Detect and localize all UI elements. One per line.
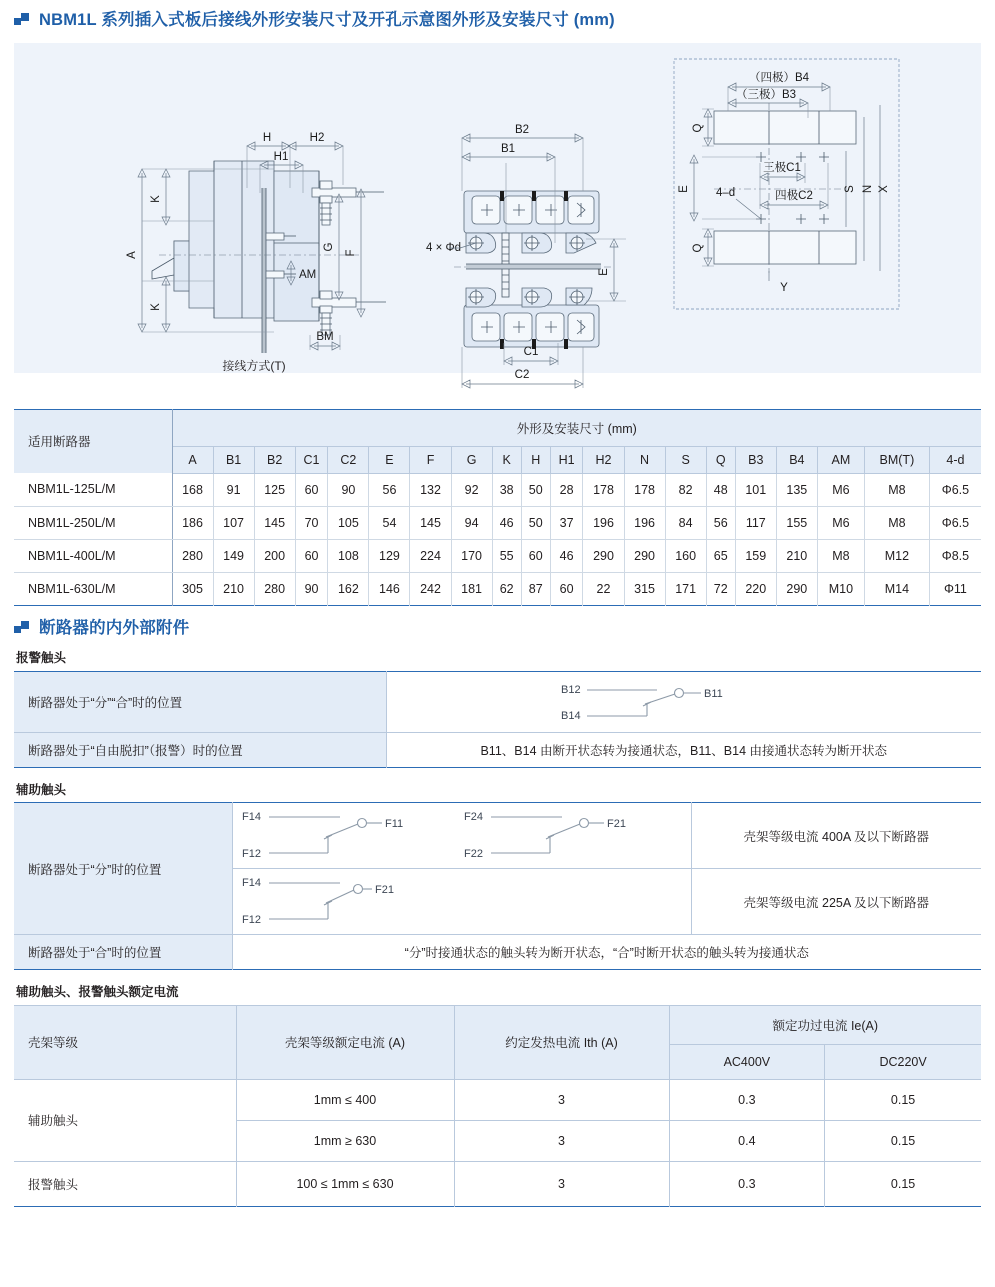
dimension-table-group-header-row (14, 409, 981, 446)
aux-closed-value: “分”时接通状态的触头转为断开状态，“合”时断开状态的触头转为接通状态 (232, 935, 981, 970)
table-row (14, 572, 981, 605)
cell-s: 160 (665, 539, 706, 572)
cell-h1: 46 (550, 539, 583, 572)
cell-b1: 210 (213, 572, 254, 605)
cell-frame-rated-current: 1mm ≤ 400 (236, 1079, 454, 1120)
alarm-contact-table-wrapper (14, 671, 981, 768)
table-row (14, 732, 981, 767)
header-col-s: S (665, 446, 706, 473)
dim-label-F: F (345, 248, 357, 257)
cell-b3: 159 (735, 539, 776, 572)
cell-b2: 145 (254, 506, 295, 539)
table-row (14, 1161, 981, 1206)
cell-h1: 37 (550, 506, 583, 539)
header-col-e: E (369, 446, 410, 473)
square-bullet-icon-2 (14, 621, 30, 635)
cell-e: 54 (369, 506, 410, 539)
aux-open-label: 断路器处于“分”时的位置 (14, 803, 232, 935)
alarm-row2-label: 断路器处于“自由脱扣”（报警）时的位置 (14, 732, 386, 767)
cell-4-d: Φ8.5 (929, 539, 981, 572)
table-row (14, 1079, 981, 1120)
dim-label-Q-top: Q (692, 123, 704, 132)
aux-row2-note: 壳架等级电流 225A 及以下断路器 (691, 869, 981, 935)
cell-a: 305 (172, 572, 213, 605)
technical-drawing-panel (14, 43, 981, 381)
header-col-b2: B2 (254, 446, 295, 473)
cell-b1: 149 (213, 539, 254, 572)
cell-am: M6 (817, 506, 864, 539)
dim-label-Y: Y (780, 281, 788, 294)
cell-b2: 200 (254, 539, 295, 572)
contact-node (674, 688, 683, 697)
cell-n: 290 (624, 539, 665, 572)
terminal-label-b11: B11 (703, 687, 723, 700)
cell-g: 170 (451, 539, 492, 572)
cell-dc220v: 0.15 (825, 1161, 981, 1206)
cell-b2: 280 (254, 572, 295, 605)
cell-h2: 290 (583, 539, 624, 572)
auxiliary-contact-table-wrapper (14, 802, 981, 970)
cell-c2: 90 (328, 473, 369, 506)
table-row (14, 803, 981, 869)
terminal-label-f24-b: F24 (463, 811, 483, 823)
table-row (14, 935, 981, 970)
cell-bmt: M12 (864, 539, 929, 572)
cell-dc220v: 0.15 (825, 1120, 981, 1161)
dim-label-4pole-C2: 四极C2 (775, 189, 813, 202)
header-col-g: G (451, 446, 492, 473)
cell-h2: 178 (583, 473, 624, 506)
dim-label-K-top: K (150, 194, 162, 203)
cell-thermal-current: 3 (454, 1079, 669, 1120)
alarm-row1-diagram (386, 671, 981, 732)
dim-label-X: X (878, 184, 890, 193)
terminal-label-f11-a: F11 (384, 818, 403, 830)
table-row (14, 539, 981, 572)
dim-label-H1: H1 (273, 150, 289, 163)
cell-a: 280 (172, 539, 213, 572)
dimension-table (14, 409, 981, 606)
terminal-label-f14-a: F14 (241, 811, 261, 823)
cell-h: 87 (521, 572, 550, 605)
lower-terminal-stud (312, 291, 386, 335)
cell-k: 55 (492, 539, 521, 572)
dimension-table-body (14, 473, 981, 605)
cell-am: M8 (817, 539, 864, 572)
cell-am: M6 (817, 473, 864, 506)
header-thermal-current: 约定发热电流 Ith (A) (454, 1005, 669, 1079)
header-col-h: H (521, 446, 550, 473)
cell-s: 84 (665, 506, 706, 539)
header-col-b1: B1 (213, 446, 254, 473)
contact-node-b (579, 819, 588, 828)
terminal-label-f21-c: F21 (374, 884, 394, 896)
cell-g: 181 (451, 572, 492, 605)
drawing-caption-wiring-type: 接线方式(T) (222, 358, 286, 373)
cell-device: NBM1L-125L/M (14, 473, 172, 506)
header-col-k: K (492, 446, 521, 473)
header-col-n: N (624, 446, 665, 473)
header-col-am: AM (817, 446, 864, 473)
section-title-2: 断路器的内外部附件 (39, 618, 190, 637)
cell-h1: 60 (550, 572, 583, 605)
auxiliary-contact-table (14, 802, 981, 970)
aux-closed-label: 断路器处于“合”时的位置 (14, 935, 232, 970)
cell-4-d: Φ6.5 (929, 506, 981, 539)
header-frame-rated-current: 壳架等级额定电流 (A) (236, 1005, 454, 1079)
cell-b3: 220 (735, 572, 776, 605)
cell-h1: 28 (550, 473, 583, 506)
cell-c1: 60 (295, 473, 328, 506)
header-col-h1: H1 (550, 446, 583, 473)
cell-f: 242 (410, 572, 451, 605)
header-device: 适用断路器 (14, 409, 172, 473)
cell-c2: 108 (328, 539, 369, 572)
cell-h2: 196 (583, 506, 624, 539)
cell-n: 315 (624, 572, 665, 605)
dim-label-N: N (862, 184, 874, 193)
cell-f: 224 (410, 539, 451, 572)
header-col-a: A (172, 446, 213, 473)
square-bullet-icon (14, 13, 30, 27)
dim-label-C2: C2 (514, 368, 530, 381)
alarm-row1-label: 断路器处于“分”“合”时的位置 (14, 671, 386, 732)
cell-g: 92 (451, 473, 492, 506)
header-frame-class: 壳架等级 (14, 1005, 236, 1079)
dim-label-A: A (126, 250, 138, 259)
aux-row1-note: 壳架等级电流 400A 及以下断路器 (691, 803, 981, 869)
cell-4-d: Φ11 (943, 581, 967, 596)
cell-e: 146 (369, 572, 410, 605)
dim-label-C1: C1 (523, 345, 539, 358)
cell-q: 56 (706, 506, 735, 539)
cell-h: 60 (521, 539, 550, 572)
cell-c1: 60 (295, 539, 328, 572)
cell-s: 82 (665, 473, 706, 506)
cell-frame-rated-current: 100 ≤ 1mm ≤ 630 (236, 1161, 454, 1206)
terminal-label-f21-b: F21 (606, 818, 626, 830)
section-heading-dimensions (14, 0, 981, 29)
cell-frame-class: 报警触头 (14, 1161, 236, 1206)
aux-row2-diagram (232, 869, 691, 935)
cell-device: NBM1L-630L/M (14, 572, 172, 605)
cell-k: 46 (492, 506, 521, 539)
cell-thermal-current: 3 (454, 1161, 669, 1206)
table-row (14, 506, 981, 539)
header-group-dimensions: 外形及安装尺寸 (mm) (172, 409, 981, 446)
header-col-c1: C1 (295, 446, 328, 473)
cell-ac400v: 0.3 (669, 1161, 825, 1206)
header-col-h2: H2 (583, 446, 624, 473)
rated-header-row-1 (14, 1005, 981, 1044)
section-title: NBM1L 系列插入式板后接线外形安装尺寸及开孔示意图外形及安装尺寸 (mm) (39, 11, 615, 29)
alarm-row2-value: B11、B14 由断开状态转为接通状态，B11、B14 由接通状态转为断开状态 (386, 732, 981, 767)
cell-k: 38 (492, 473, 521, 506)
cell-bmt: M8 (864, 473, 929, 506)
upper-terminal-stud (312, 181, 384, 225)
cell-k: 62 (492, 572, 521, 605)
cell-c2: 162 (328, 572, 369, 605)
dimension-table-wrapper (14, 409, 981, 606)
cell-n: 196 (624, 506, 665, 539)
cell-c1: 90 (295, 572, 328, 605)
dim-label-K-bottom: K (150, 302, 162, 311)
dim-label-H: H (262, 131, 272, 144)
alarm-contact-table (14, 671, 981, 768)
cell-c2: 105 (328, 506, 369, 539)
section-heading-accessories (14, 606, 981, 637)
drawing-side-view (126, 132, 386, 373)
rated-current-table-wrapper (14, 1005, 981, 1207)
cell-b1: 91 (213, 473, 254, 506)
cell-bmt: M14 (864, 572, 929, 605)
cell-c1: 70 (295, 506, 328, 539)
cell-a: 186 (172, 506, 213, 539)
header-col-b3: B3 (735, 446, 776, 473)
cell-4-d: Φ6.5 (929, 473, 981, 506)
cell-device: NBM1L-400L/M (14, 539, 172, 572)
dim-label-4xPhi-d: 4 × Φd (426, 241, 462, 254)
terminal-label-f12-a: F12 (241, 848, 261, 860)
dim-label-4-d: 4–d (716, 186, 736, 199)
cell-e: 129 (369, 539, 410, 572)
header-col-4-d: 4-d (929, 446, 981, 473)
dim-label-B1: B1 (500, 142, 516, 155)
cell-n: 178 (624, 473, 665, 506)
rated-current-table (14, 1005, 981, 1207)
contact-node-c (353, 885, 362, 894)
contact-node-a (357, 819, 366, 828)
header-dc220v: DC220V (825, 1044, 981, 1079)
cell-f: 145 (410, 506, 451, 539)
header-ac400v: AC400V (669, 1044, 825, 1079)
cell-ac400v: 0.4 (669, 1120, 825, 1161)
cell-b4: 290 (776, 572, 817, 605)
dim-label-B4: （四极）B4 (748, 71, 810, 84)
header-col-bmt: BM(T) (864, 446, 929, 473)
cell-ac400v: 0.3 (669, 1079, 825, 1120)
drawing-rear-view (426, 124, 626, 388)
dim-label-AM: AM (299, 268, 317, 281)
cell-b3: 101 (735, 473, 776, 506)
cell-h: 50 (521, 506, 550, 539)
terminal-label-b12: B12 (560, 683, 581, 696)
cell-b2: 125 (254, 473, 295, 506)
header-col-q: Q (706, 446, 735, 473)
header-rated-group: 额定功过电流 Ie(A) (669, 1005, 981, 1044)
sub-label-alarm-contact: 报警触头 (16, 651, 67, 665)
rated-current-table-body (14, 1079, 981, 1206)
sub-label-rated-current: 辅助触头、报警触头额定电流 (16, 985, 179, 999)
header-col-b4: B4 (776, 446, 817, 473)
dim-label-G: G (323, 242, 335, 251)
terminal-label-f12-c: F12 (241, 914, 261, 926)
cell-f: 132 (410, 473, 451, 506)
terminal-label-f14-c: F14 (241, 877, 261, 889)
header-col-f: F (410, 446, 451, 473)
cell-b4: 135 (776, 473, 817, 506)
table-row (14, 671, 981, 732)
cell-a: 168 (172, 473, 213, 506)
drawing-cutout-view (674, 59, 899, 309)
terminal-label-b14: B14 (560, 709, 581, 722)
dim-label-BM: BM (316, 330, 334, 343)
cell-b4: 155 (776, 506, 817, 539)
dim-label-H2: H2 (309, 131, 325, 144)
dim-label-Q-bottom: Q (692, 243, 704, 252)
cell-s: 171 (665, 572, 706, 605)
cell-h2: 22 (583, 572, 624, 605)
table-row (14, 473, 981, 506)
cell-am: M10 (817, 572, 864, 605)
cell-b3: 117 (735, 506, 776, 539)
cell-b4: 210 (776, 539, 817, 572)
cell-device: NBM1L-250L/M (14, 506, 172, 539)
cell-q: 48 (706, 473, 735, 506)
dim-label-B3: （三极）B3 (735, 88, 797, 101)
cell-dc220v: 0.15 (825, 1079, 981, 1120)
cell-b1: 107 (213, 506, 254, 539)
cell-frame-rated-current: 1mm ≥ 630 (236, 1120, 454, 1161)
cell-frame-class: 辅助触头 (14, 1079, 236, 1161)
cell-h: 50 (521, 473, 550, 506)
cell-bmt: M8 (864, 506, 929, 539)
cell-q: 65 (706, 539, 735, 572)
dim-label-3pole-C1: 三极C1 (763, 161, 801, 174)
cell-g: 94 (451, 506, 492, 539)
cell-e: 56 (369, 473, 410, 506)
dim-label-E-cutout: E (678, 184, 690, 193)
terminal-label-f22-b: F22 (463, 848, 483, 860)
dim-label-E-rear: E (598, 267, 610, 276)
aux-row1-diagram (232, 803, 691, 869)
dim-label-B2: B2 (514, 123, 530, 136)
cell-thermal-current: 3 (454, 1120, 669, 1161)
cell-q: 72 (706, 572, 735, 605)
header-col-c2: C2 (328, 446, 369, 473)
sub-label-auxiliary-contact: 辅助触头 (16, 782, 67, 797)
dim-label-S: S (844, 184, 856, 193)
